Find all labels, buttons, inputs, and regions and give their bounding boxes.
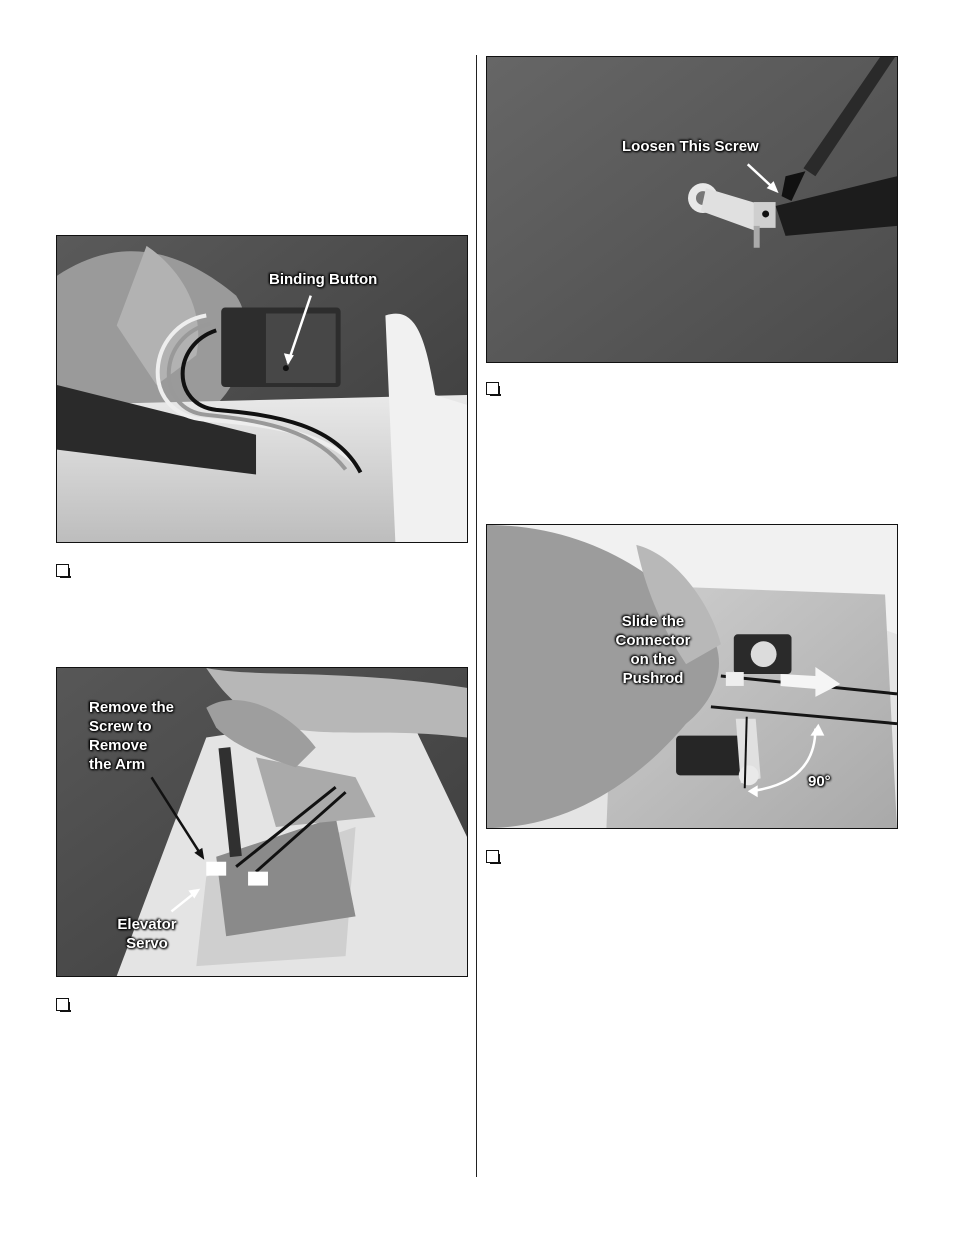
photo-binding-button — [56, 235, 468, 543]
checkbox-step-1[interactable] — [56, 564, 69, 577]
column-divider — [476, 55, 477, 1177]
checkbox-step-2[interactable] — [56, 998, 69, 1011]
photo-binding-image — [57, 236, 467, 542]
label-binding-button: Binding Button — [269, 271, 378, 288]
photo-remove-screw — [56, 667, 468, 977]
photo-slide-connector — [486, 524, 898, 829]
label-slide-connector: Slide the Connector on the Pushrod — [615, 613, 691, 687]
checkbox-step-4[interactable] — [486, 850, 499, 863]
label-remove-screw: Remove the Screw to Remove the Arm — [89, 699, 175, 773]
label-loosen-screw: Loosen This Screw — [622, 138, 759, 155]
photo-loosen-screw-image — [487, 57, 897, 362]
photo-loosen-screw — [486, 56, 898, 363]
label-angle: 90° — [808, 773, 831, 790]
checkbox-step-3[interactable] — [486, 382, 499, 395]
label-elevator-servo: Elevator Servo — [117, 916, 177, 952]
